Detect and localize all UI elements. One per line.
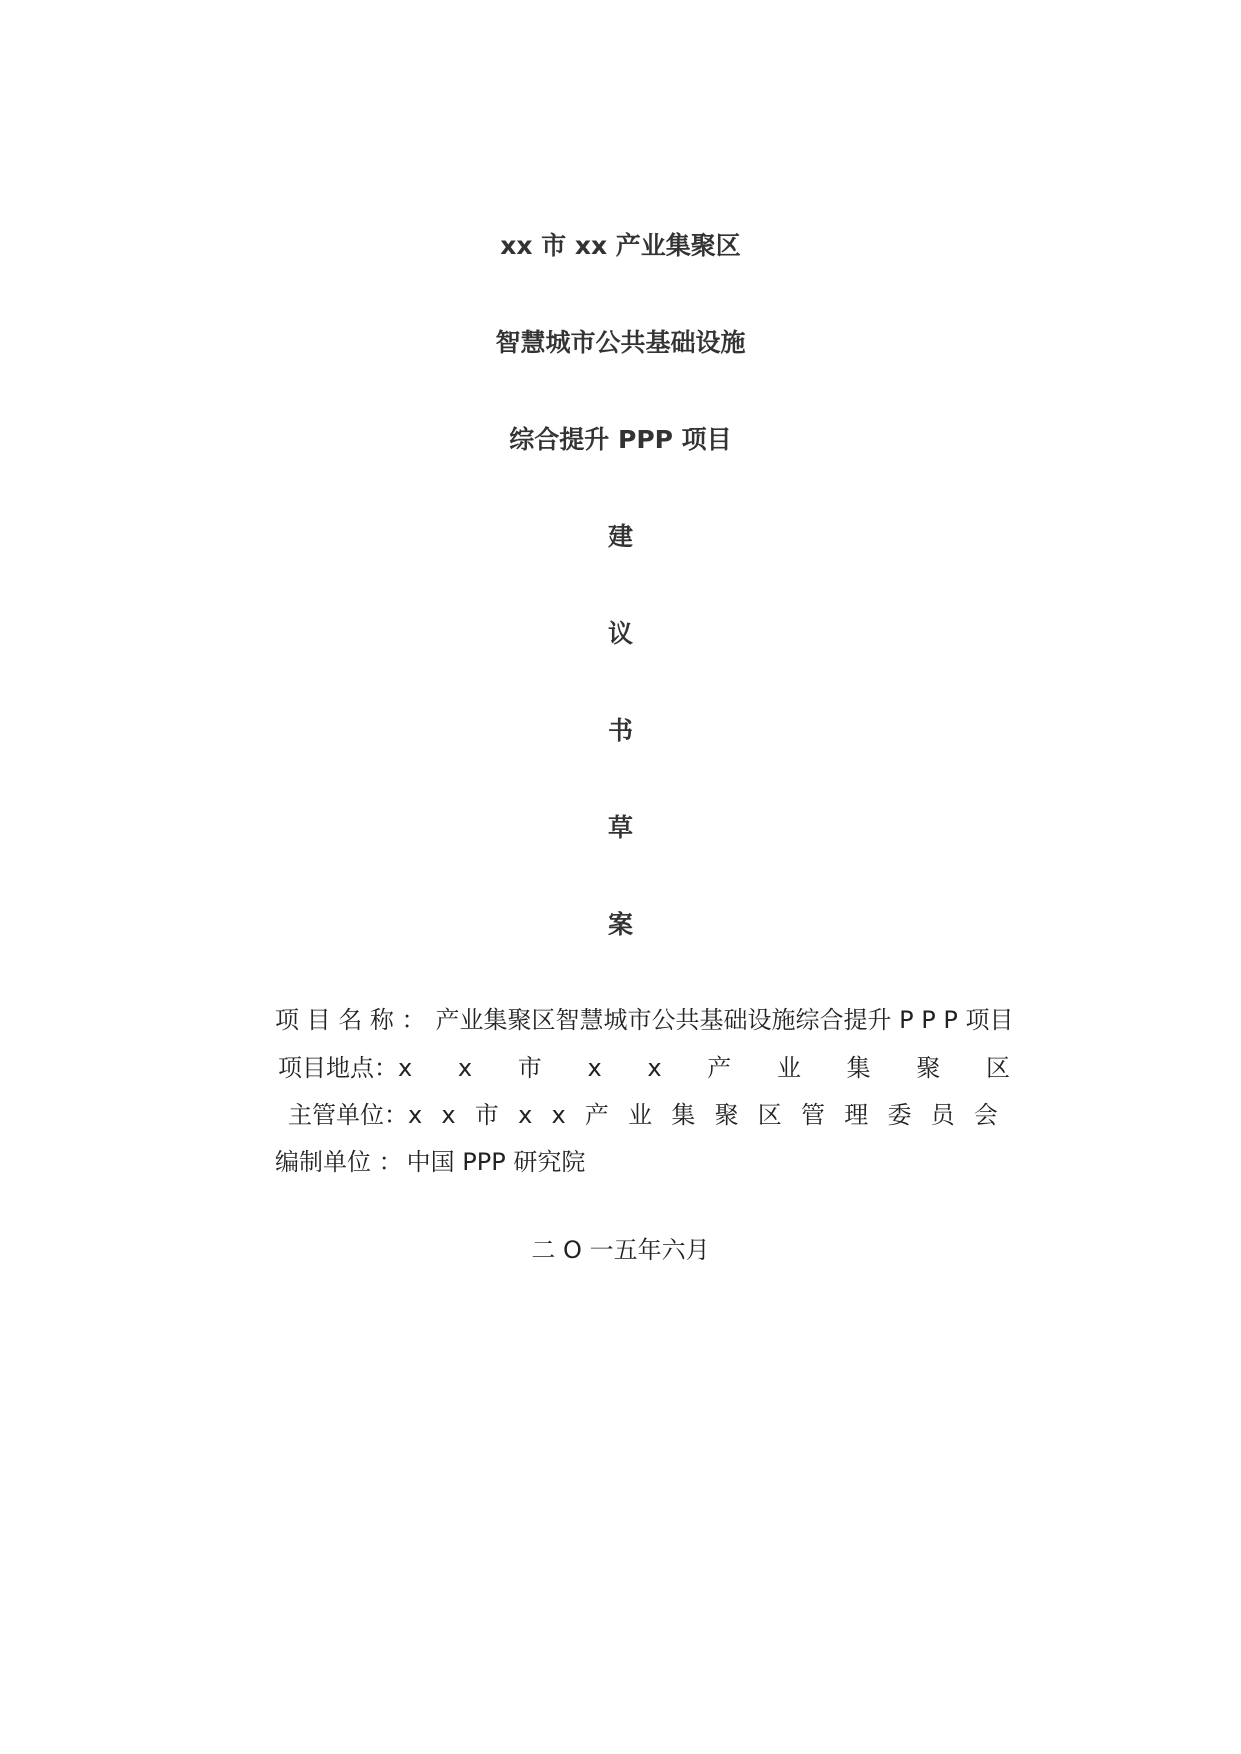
project-location-row: [278, 1052, 1010, 1084]
compiler-value: 中国 PPP 研究院: [406, 1148, 586, 1176]
doc-type-char-4: 草: [607, 813, 633, 842]
compiler-row: [275, 1146, 585, 1178]
project-location-label: 项目地点：: [278, 1054, 398, 1082]
authority-label: 主管单位：: [288, 1101, 408, 1129]
doc-type-char-3: 书: [607, 716, 633, 745]
compiler-label: 编制单位 ：: [275, 1148, 403, 1176]
cover-title-line-3: 综合提升 PPP 项目: [509, 425, 732, 454]
document-date: 二 O 一五年六月: [531, 1236, 710, 1264]
cover-title-line-2: 智慧城市公共基础设施: [495, 328, 746, 357]
project-name-label: 项 目 名 称 ：: [275, 1006, 426, 1034]
project-location-value: x x 市 x x 产 业 集 聚 区: [398, 1054, 1010, 1082]
authority-value: x x 市 x x 产 业 集 聚 区 管 理 委 员 会: [408, 1101, 998, 1129]
doc-type-char-5: 案: [607, 910, 633, 939]
doc-type-char-1: 建: [607, 522, 633, 551]
project-name-value: 产业集聚区智慧城市公共基础设施综合提升 P P P 项目: [435, 1006, 1014, 1034]
project-name-row: [275, 1004, 1055, 1036]
cover-title-line-1: xx 市 xx 产业集聚区: [500, 231, 741, 260]
authority-row: [288, 1099, 998, 1131]
doc-type-char-2: 议: [607, 619, 633, 648]
